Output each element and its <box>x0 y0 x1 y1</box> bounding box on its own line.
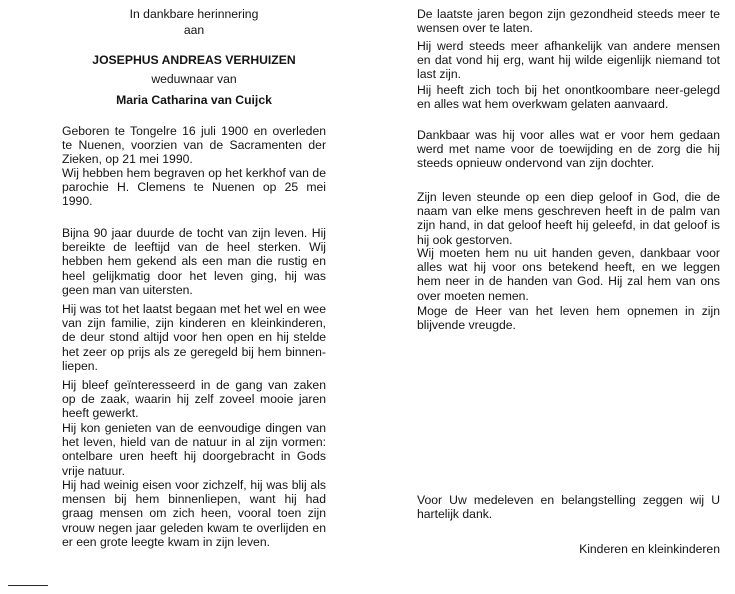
right-paragraph: Zijn leven steunde op een diep geloof in God, die de naam van elke mens geschreven heeft in de palm van zijn hand, in dat geloof heeft hij geleefd, in dat geloof is hij ook gestorven. <box>417 190 720 247</box>
burial-info: Wij hebben hem begraven op het kerkhof van de parochie H. Clemens te Nuenen op 25 mei 1990. <box>62 166 326 209</box>
left-paragraph: Bijna 90 jaar duurde de tocht van zijn leven. Hij bereikte de leeftijd van de heel sterken. Wij hebben hem gekend als een man die rustig en heel gelijkmatig door het leven ging, hij was geen man van uitersten. <box>62 226 326 297</box>
left-paragraph: Hij bleef geïnteresseerd in de gang van zaken op de zaak, waarin hij zelf zoveel mooie jaren heeft gewerkt. <box>62 378 326 421</box>
bottom-divider <box>8 585 48 586</box>
right-paragraph: Wij moeten hem nu uit handen geven, dankbaar voor alles wat hij voor ons betekend heeft, en we leggen hem neer in de handen van God. Hij zal hem van ons over moeten nemen. <box>417 246 720 303</box>
deceased-name: JOSEPHUS ANDREAS VERHUIZEN <box>92 53 296 67</box>
header-line-1: In dankbare herinnering <box>129 7 259 21</box>
signature: Kinderen en kleinkinderen <box>579 542 720 556</box>
right-paragraph: Hij heeft zich toch bij het onontkoombare neer-gelegd en alles wat hem overkwam gelaten aanvaard. <box>417 83 720 112</box>
right-paragraph: Hij werd steeds meer afhankelijk van andere mensen en dat vond hij erg, want hij wilde eigenlijk niemand tot last zijn. <box>417 39 720 82</box>
spouse-name: Maria Catharina van Cuijck <box>116 93 272 107</box>
right-paragraph: Dankbaar was hij voor alles wat er voor hem gedaan werd met name voor de toewijding en de zorg die hij steeds opnieuw ondervond van zijn dochter. <box>417 128 720 171</box>
right-paragraph: De laatste jaren begon zijn gezondheid steeds meer te wensen over te laten. <box>417 7 720 36</box>
header-line-2: aan <box>183 23 205 37</box>
left-paragraph: Hij was tot het laatst begaan met het wel en wee van zijn familie, zijn kinderen en kleinkinderen, de deur stond altijd voor hen open en hij stelde het zeer op prijs als ze geregeld bij hem binnen-liepen. <box>62 302 326 373</box>
left-paragraph: Hij kon genieten van de eenvoudige dingen van het leven, hield van de natuur in al zijn vormen: ontelbare uren heeft hij doorgebracht in Gods vrije natuur. <box>62 421 326 478</box>
thanks-text: Voor Uw medeleven en belangstelling zeggen wij U hartelijk dank. <box>417 493 720 522</box>
birth-info: Geboren te Tongelre 16 juli 1900 en overleden te Nuenen, voorzien van de Sacramenten der Zieken, op 21 mei 1990. <box>62 124 326 167</box>
left-paragraph: Hij had weinig eisen voor zichzelf, hij was blij als mensen bij hem binnenliepen, want hij had graag mensen om zich heen, vooral toen zijn vrouw negen jaar geleden kwam te overlijden en er een grote leegte kwam in zijn leven. <box>62 478 326 549</box>
relation-text: weduwnaar van <box>151 72 237 86</box>
right-paragraph: Moge de Heer van het leven hem opnemen in zijn blijvende vreugde. <box>417 304 720 333</box>
